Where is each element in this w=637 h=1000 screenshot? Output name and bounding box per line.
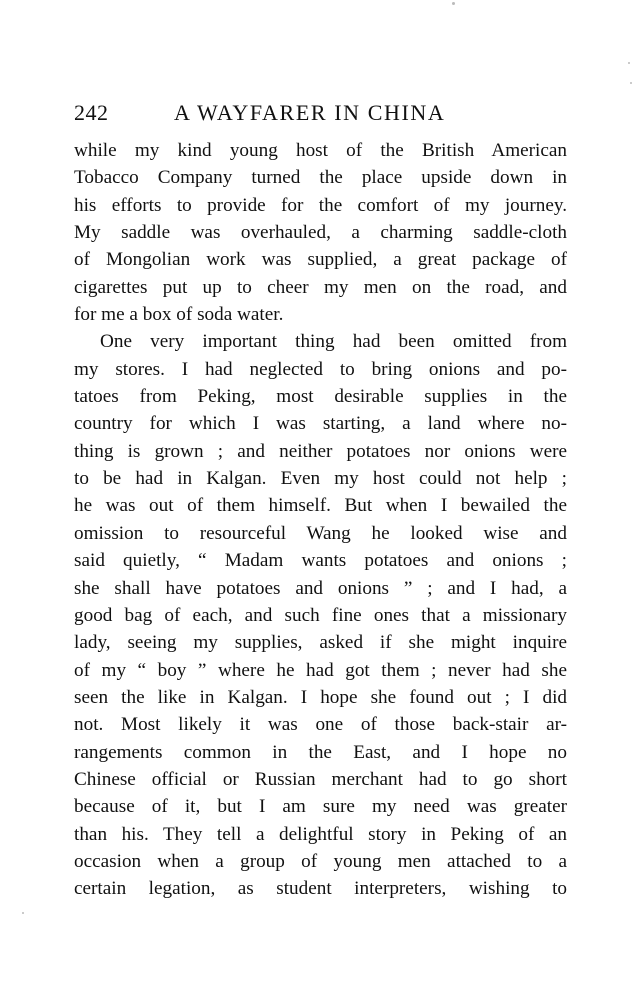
text-line: omission to resourceful Wang he looked wise and — [74, 522, 567, 544]
text-line: good bag of each, and such fine ones that a missionary — [74, 604, 567, 626]
text-line: of my “ boy ” where he had got them ; never had she — [74, 659, 567, 681]
paper-speck — [22, 912, 24, 914]
text-line: than his. They tell a delightful story in Peking of an — [74, 823, 567, 845]
text-line: my stores. I had neglected to bring onions and po- — [74, 358, 567, 380]
running-title: A WAYFARER IN CHINA — [174, 100, 446, 125]
paper-speck — [630, 82, 632, 84]
text-line: of Mongolian work was supplied, a great package of — [74, 249, 567, 271]
paper-speck — [452, 2, 455, 5]
paper-speck — [628, 62, 630, 64]
text-line: certain legation, as student interpreters, wishing to — [74, 878, 567, 900]
text-line: to be had in Kalgan. Even my host could not help ; — [74, 468, 567, 490]
text-line: Chinese official or Russian merchant had to go short — [74, 768, 567, 790]
body-text — [74, 137, 567, 903]
text-line: said quietly, “ Madam wants potatoes and onions ; — [74, 550, 567, 572]
page-header — [74, 99, 567, 127]
text-line: My saddle was overhauled, a charming saddle-cloth — [74, 222, 567, 244]
text-line: cigarettes put up to cheer my men on the road, and — [74, 276, 567, 298]
text-line: his efforts to provide for the comfort of my journey. — [74, 194, 567, 216]
text-line: seen the like in Kalgan. I hope she found out ; I did — [74, 686, 567, 708]
text-line: country for which I was starting, a land where no- — [74, 413, 567, 435]
text-line: thing is grown ; and neither potatoes nor onions were — [74, 440, 567, 462]
text-line: while my kind young host of the British American — [74, 140, 567, 161]
text-line: she shall have potatoes and onions ” ; and I had, a — [74, 577, 567, 599]
text-line-paragraph-start: One very important thing had been omitted from — [100, 331, 567, 353]
text-line: lady, seeing my supplies, asked if she might inquire — [74, 632, 567, 654]
text-line: occasion when a group of young men attached to a — [74, 850, 567, 872]
text-line: rangements common in the East, and I hope no — [74, 741, 567, 763]
text-line: not. Most likely it was one of those back-stair ar- — [74, 714, 567, 736]
text-line: Tobacco Company turned the place upside down in — [74, 167, 567, 189]
text-line-paragraph-end: for me a box of soda water. — [74, 304, 284, 326]
text-line: because of it, but I am sure my need was greater — [74, 796, 567, 818]
page-number: 242 — [74, 100, 109, 125]
text-line: tatoes from Peking, most desirable supplies in the — [74, 386, 567, 408]
text-line: he was out of them himself. But when I bewailed the — [74, 495, 567, 517]
